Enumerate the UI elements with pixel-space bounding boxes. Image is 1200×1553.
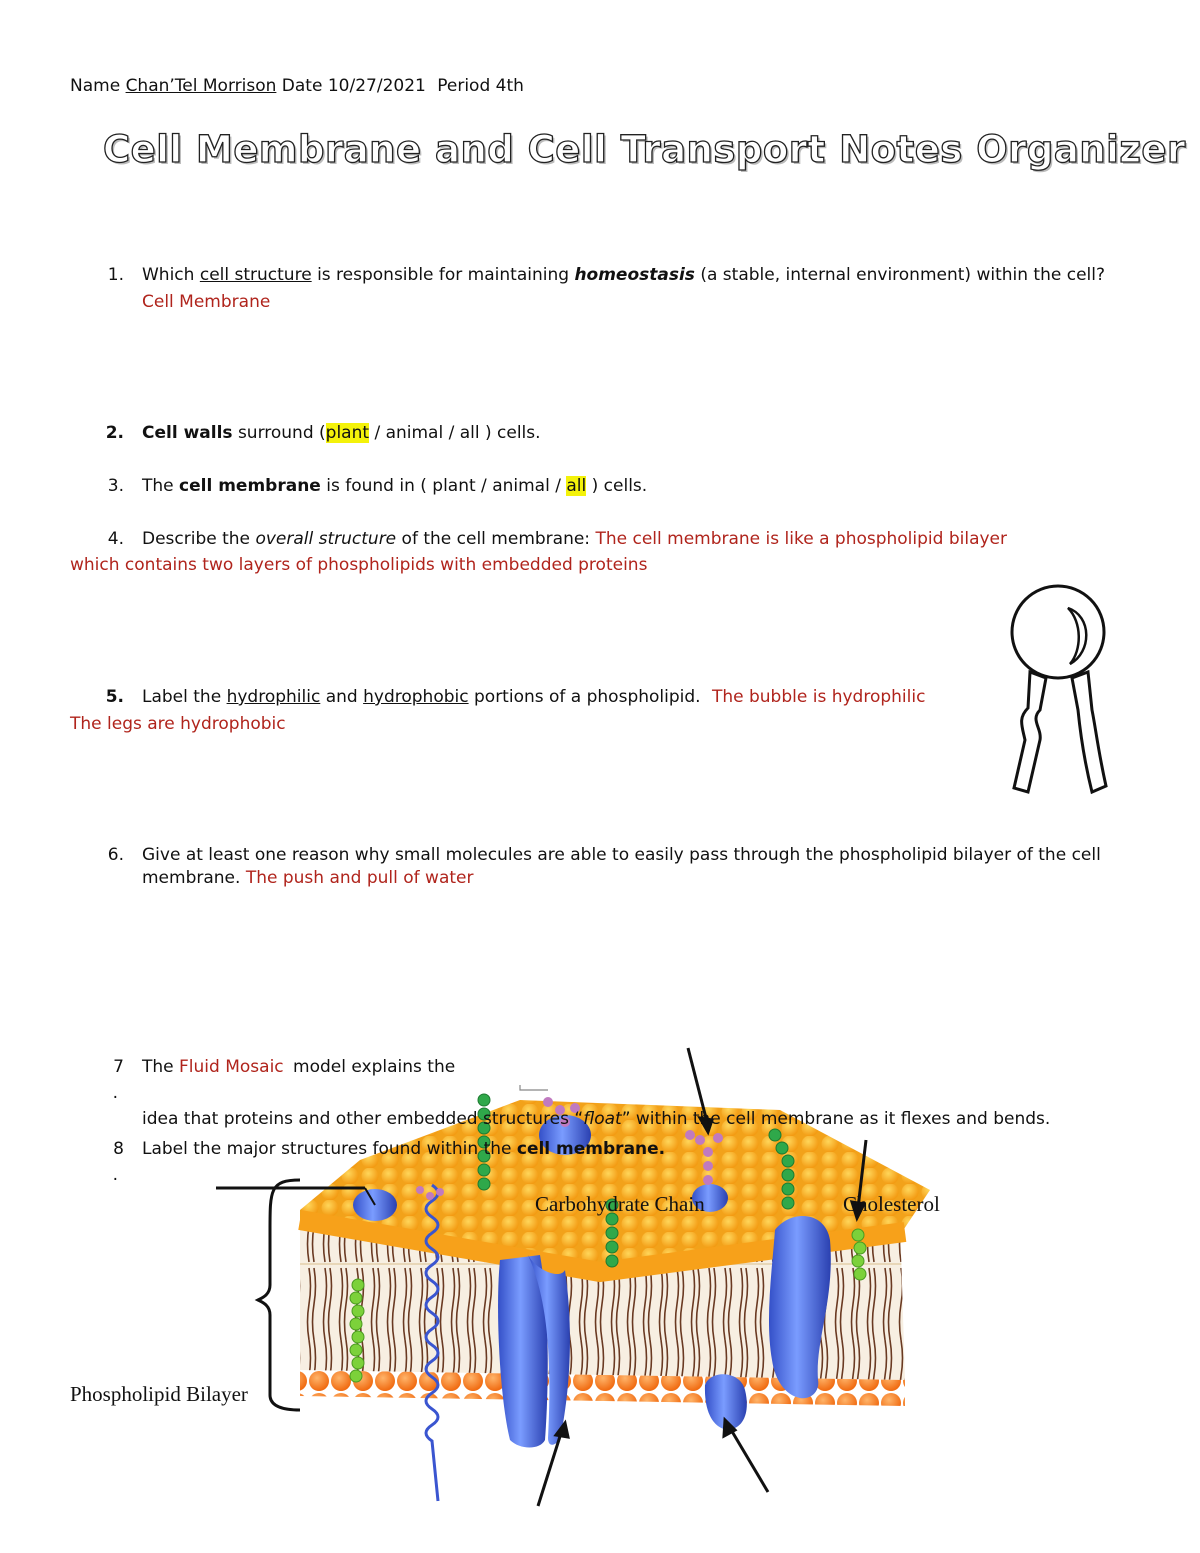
q2-number: 2. [105, 423, 124, 443]
date-value: 10/27/2021 [327, 76, 426, 96]
q6-answer: The push and pull of water [245, 868, 474, 888]
q1-answer: Cell Membrane [142, 292, 271, 312]
q2-question: Cell walls surround (plant / animal / all ) cells. [142, 423, 541, 443]
q7-question-line2: idea that proteins and other embedded structures “float” within the cell membrane as it flexes and bends. [142, 1109, 1051, 1129]
label-cholesterol: Cholesterol [843, 1192, 940, 1216]
q5-question: Label the hydrophilic and hydrophobic portions of a phospholipid. The bubble is hydrophilic [142, 687, 926, 707]
q3-number: 3. [107, 476, 124, 496]
phospholipid-tail-right [1072, 672, 1106, 792]
header-line [70, 76, 524, 96]
q4-answer-line2: which contains two layers of phospholipids with embedded proteins [70, 555, 648, 575]
q7-number: 7 [113, 1057, 124, 1077]
channel-protein [498, 1255, 570, 1448]
q4-answer-line1: The cell membrane is like a phospholipid bilayer [595, 529, 1008, 549]
q7-answer: Fluid Mosaic [179, 1057, 284, 1077]
q1-question: Which cell structure is responsible for maintaining homeostasis (a stable, internal environment) within the cell? [142, 265, 1105, 285]
phospholipid-head [1012, 586, 1104, 678]
q5-answer-line1: The bubble is hydrophilic [711, 687, 926, 707]
q7-dot: . [112, 1083, 118, 1103]
q7-question: The Fluid Mosaic model explains the [142, 1057, 456, 1077]
q5-answer-line2: The legs are hydrophobic [70, 714, 286, 734]
q6-number: 6. [107, 845, 124, 865]
period-label: Period [437, 76, 491, 96]
label-carbohydrate-chain: Carbohydrate Chain [535, 1192, 705, 1216]
phospholipid-illustration [1000, 580, 1125, 805]
arrow-peripheral [730, 1428, 768, 1492]
name-label: Name [70, 76, 121, 96]
phospholipid-tail-left [1014, 672, 1046, 792]
q6-question-line1: Give at least one reason why small molecules are able to easily pass through the phospholipid bilayer of the cell [142, 845, 1101, 865]
label-phospholipid-bilayer: Phospholipid Bilayer [70, 1382, 248, 1406]
q6-question-line2: membrane. The push and pull of water [142, 868, 474, 888]
q8-number: 8 [113, 1139, 124, 1159]
bilayer-bracket [258, 1180, 300, 1410]
q4-question: Describe the overall structure of the cell membrane: The cell membrane is like a phospholipid bilayer [142, 529, 1008, 549]
q3-highlight-answer: all [566, 476, 587, 496]
q4-number: 4. [107, 529, 124, 549]
q8-question: Label the major structures found within the cell membrane. [142, 1139, 666, 1159]
period-value: 4th [495, 76, 524, 96]
q3-question: The cell membrane is found in ( plant / animal / all ) cells. [142, 476, 648, 496]
student-name: Chan’Tel Morrison [125, 76, 277, 96]
page-title: Cell Membrane and Cell Transport Notes Organizer [103, 128, 1186, 171]
q2-highlight-answer: plant [325, 423, 370, 443]
q8-dot: . [112, 1165, 118, 1185]
q1-number: 1. [107, 265, 124, 285]
date-label: Date [281, 76, 323, 96]
q5-number: 5. [105, 687, 124, 707]
